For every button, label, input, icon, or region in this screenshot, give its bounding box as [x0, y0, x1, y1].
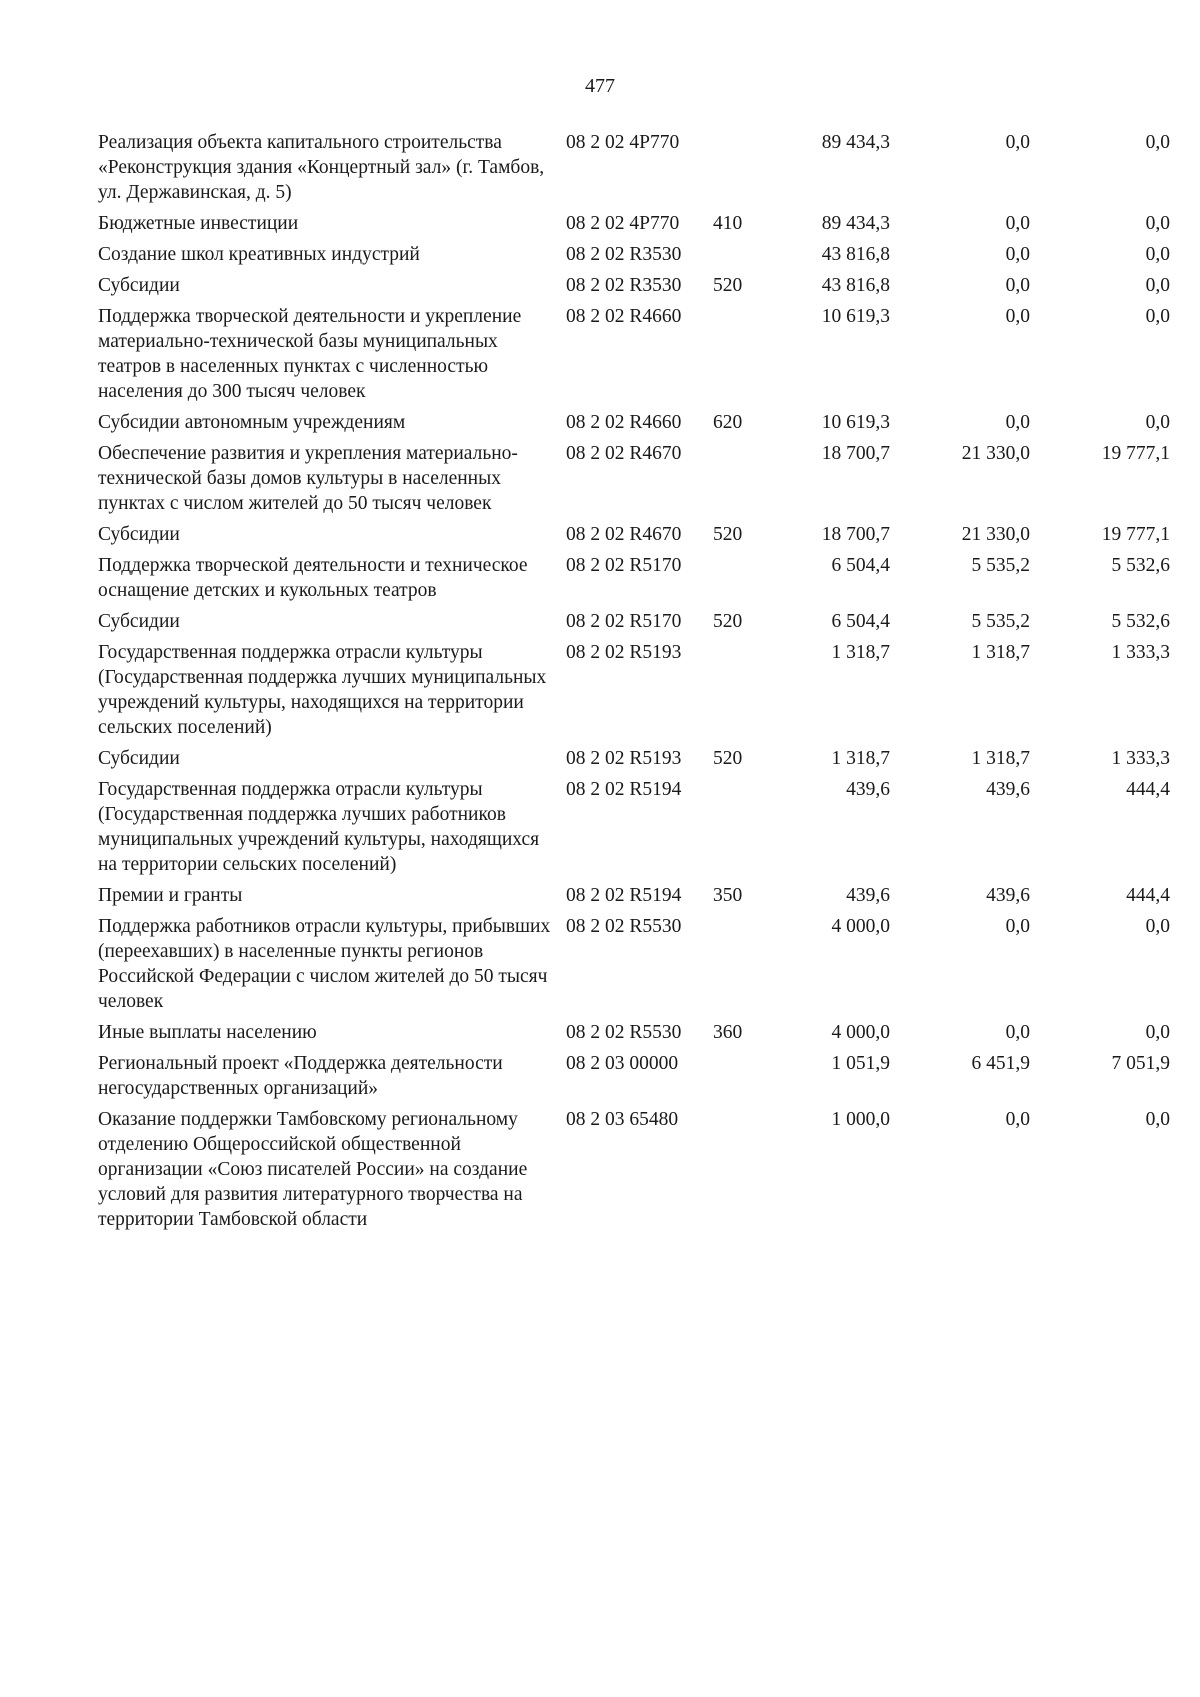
row-name: Региональный проект «Поддержка деятельности негосударственных организаций»: [98, 1053, 503, 1099]
target-code: 08 2 02 R4670: [566, 443, 682, 464]
table-row: [0, 522, 1200, 553]
row-name: Государственная поддержка отрасли культуры (Государственная поддержка лучших муниципальных учреждений культуры, находящихся на территории сельских поселений): [98, 642, 547, 738]
amount-year-2: 0,0: [1005, 275, 1030, 296]
expense-type: 520: [713, 611, 743, 632]
amount-year-3: 0,0: [1145, 306, 1170, 327]
amount-year-2: 0,0: [1005, 306, 1030, 327]
amount-year-3: 444,4: [1126, 885, 1170, 906]
amount-year-3: 0,0: [1145, 132, 1170, 153]
row-name: Поддержка творческой деятельности и укрепление материально-технической базы муниципальных театров в населенных пунктах с численностью населения до 300 тысяч человек: [98, 306, 522, 402]
amount-year-1: 10 619,3: [821, 412, 890, 433]
amount-year-1: 4 000,0: [831, 916, 890, 937]
amount-year-2: 439,6: [986, 779, 1030, 800]
table-row: [0, 242, 1200, 273]
table-row: [0, 1051, 1200, 1107]
row-name: Субсидии: [98, 748, 180, 769]
row-name: Субсидии автономным учреждениям: [98, 412, 406, 433]
table-row: [0, 410, 1200, 441]
amount-year-1: 439,6: [846, 779, 890, 800]
table-row: [0, 746, 1200, 777]
expense-type: 410: [713, 213, 743, 234]
amount-year-2: 0,0: [1005, 244, 1030, 265]
target-code: 08 2 02 R5194: [566, 779, 682, 800]
target-code: 08 2 02 R5170: [566, 555, 682, 576]
table-row: [0, 441, 1200, 522]
amount-year-2: 0,0: [1005, 412, 1030, 433]
amount-year-3: 444,4: [1126, 779, 1170, 800]
amount-year-1: 6 504,4: [831, 555, 890, 576]
amount-year-2: 0,0: [1005, 1109, 1030, 1130]
amount-year-2: 439,6: [986, 885, 1030, 906]
expense-type: 520: [713, 748, 743, 769]
expense-type: 360: [713, 1022, 743, 1043]
expense-type: 620: [713, 412, 743, 433]
target-code: 08 2 02 4Р770: [566, 132, 680, 153]
budget-table: [0, 130, 1200, 1238]
amount-year-2: 21 330,0: [961, 524, 1030, 545]
target-code: 08 2 02 R3530: [566, 275, 682, 296]
amount-year-3: 0,0: [1145, 1109, 1170, 1130]
table-row: [0, 1107, 1200, 1238]
amount-year-3: 1 333,3: [1111, 748, 1170, 769]
amount-year-2: 1 318,7: [971, 748, 1030, 769]
amount-year-3: 0,0: [1145, 244, 1170, 265]
amount-year-2: 5 535,2: [971, 555, 1030, 576]
amount-year-1: 43 816,8: [821, 275, 890, 296]
amount-year-2: 0,0: [1005, 916, 1030, 937]
table-row: [0, 211, 1200, 242]
amount-year-1: 43 816,8: [821, 244, 890, 265]
row-name: Обеспечение развития и укрепления материально-технической базы домов культуры в населенных пунктах с числом жителей до 50 тысяч человек: [98, 443, 518, 514]
amount-year-3: 0,0: [1145, 1022, 1170, 1043]
target-code: 08 2 02 R4670: [566, 524, 682, 545]
row-name: Государственная поддержка отрасли культуры (Государственная поддержка лучших работников муниципальных учреждений культуры, находящихся на территории сельских поселений): [98, 779, 540, 875]
amount-year-3: 5 532,6: [1111, 611, 1170, 632]
amount-year-2: 5 535,2: [971, 611, 1030, 632]
amount-year-2: 0,0: [1005, 132, 1030, 153]
row-name: Оказание поддержки Тамбовскому региональному отделению Общероссийской общественной организации «Союз писателей России» на создание условий для развития литературного творчества на территории Тамбовской области: [98, 1109, 528, 1230]
row-name: Иные выплаты населению: [98, 1022, 317, 1043]
expense-type: 520: [713, 275, 743, 296]
amount-year-2: 0,0: [1005, 213, 1030, 234]
row-name: Премии и гранты: [98, 885, 243, 906]
amount-year-2: 0,0: [1005, 1022, 1030, 1043]
target-code: 08 2 02 R4660: [566, 412, 682, 433]
table-row: [0, 304, 1200, 410]
target-code: 08 2 02 R5193: [566, 642, 682, 663]
table-row: [0, 640, 1200, 746]
expense-type: 350: [713, 885, 743, 906]
row-name: Поддержка работников отрасли культуры, прибывших (переехавших) в населенные пункты регионов Российской Федерации с числом жителей до 50 тысяч человек: [98, 916, 551, 1012]
amount-year-1: 6 504,4: [831, 611, 890, 632]
amount-year-1: 89 434,3: [821, 213, 890, 234]
target-code: 08 2 03 00000: [566, 1053, 679, 1074]
table-row: [0, 130, 1200, 211]
table-row: [0, 914, 1200, 1020]
target-code: 08 2 02 R5193: [566, 748, 682, 769]
amount-year-1: 18 700,7: [821, 524, 890, 545]
table-row: [0, 777, 1200, 883]
amount-year-1: 4 000,0: [831, 1022, 890, 1043]
target-code: 08 2 02 4Р770: [566, 213, 680, 234]
amount-year-1: 10 619,3: [821, 306, 890, 327]
amount-year-2: 1 318,7: [971, 642, 1030, 663]
amount-year-1: 1 318,7: [831, 642, 890, 663]
row-name: Субсидии: [98, 524, 180, 545]
row-name: Бюджетные инвестиции: [98, 213, 299, 234]
row-name: Реализация объекта капитального строительства «Реконструкция здания «Концертный зал» (г. Тамбов, ул. Державинская, д. 5): [98, 132, 545, 203]
amount-year-3: 0,0: [1145, 916, 1170, 937]
table-row: [0, 553, 1200, 609]
table-row: [0, 273, 1200, 304]
amount-year-3: 1 333,3: [1111, 642, 1170, 663]
table-row: [0, 883, 1200, 914]
amount-year-1: 1 000,0: [831, 1109, 890, 1130]
page-number: 477: [585, 75, 615, 97]
amount-year-1: 439,6: [846, 885, 890, 906]
amount-year-3: 19 777,1: [1101, 524, 1170, 545]
target-code: 08 2 02 R5170: [566, 611, 682, 632]
row-name: Субсидии: [98, 275, 180, 296]
row-name: Поддержка творческой деятельности и техническое оснащение детских и кукольных театров: [98, 555, 528, 601]
amount-year-1: 1 051,9: [831, 1053, 890, 1074]
amount-year-2: 6 451,9: [971, 1053, 1030, 1074]
amount-year-3: 7 051,9: [1111, 1053, 1170, 1074]
amount-year-1: 1 318,7: [831, 748, 890, 769]
target-code: 08 2 02 R3530: [566, 244, 682, 265]
amount-year-3: 0,0: [1145, 213, 1170, 234]
target-code: 08 2 03 65480: [566, 1109, 679, 1130]
expense-type: 520: [713, 524, 743, 545]
target-code: 08 2 02 R5530: [566, 916, 682, 937]
amount-year-3: 5 532,6: [1111, 555, 1170, 576]
amount-year-1: 18 700,7: [821, 443, 890, 464]
row-name: Создание школ креативных индустрий: [98, 244, 420, 265]
target-code: 08 2 02 R5530: [566, 1022, 682, 1043]
table-row: [0, 609, 1200, 640]
row-name: Субсидии: [98, 611, 180, 632]
amount-year-3: 0,0: [1145, 275, 1170, 296]
table-row: [0, 1020, 1200, 1051]
amount-year-1: 89 434,3: [821, 132, 890, 153]
amount-year-3: 19 777,1: [1101, 443, 1170, 464]
target-code: 08 2 02 R4660: [566, 306, 682, 327]
amount-year-3: 0,0: [1145, 412, 1170, 433]
target-code: 08 2 02 R5194: [566, 885, 682, 906]
amount-year-2: 21 330,0: [961, 443, 1030, 464]
